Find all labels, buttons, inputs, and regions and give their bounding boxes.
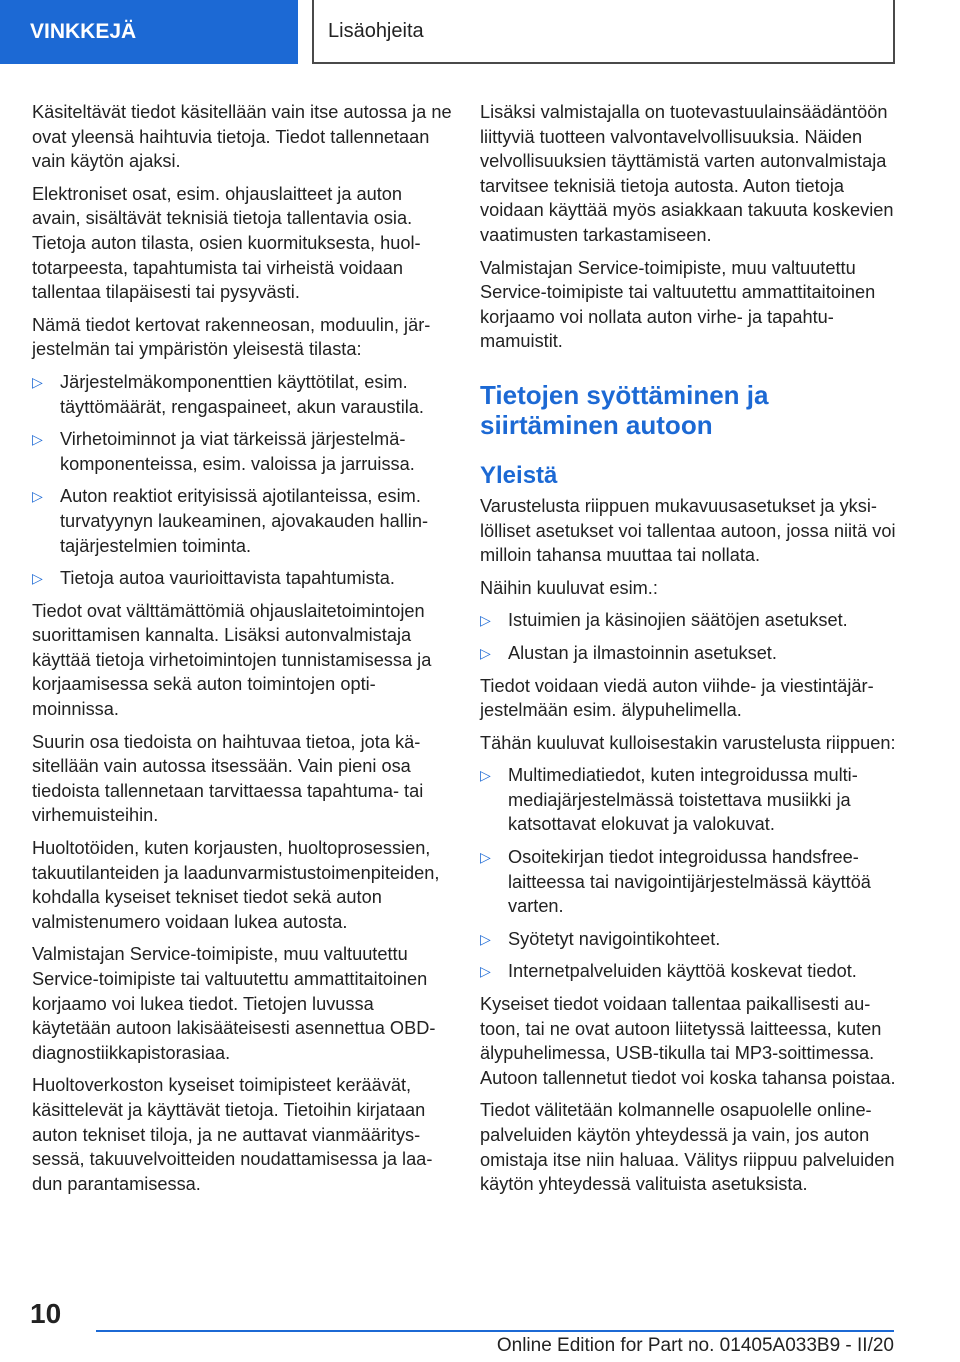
paragraph: Huoltotöiden, kuten korjausten, huoltoprosessien, takuutilanteiden ja laadunvarmistustoimenpiteiden, kohdalla kyseiset tekniset tiedot sekä auton valmistenumero voidaan lukea autosta. xyxy=(32,838,440,932)
list-item: ▷ Tietoja autoa vaurioittavista tapahtumista. xyxy=(32,566,452,591)
paragraph: Varustelusta riippuen mukavuusasetukset ja yksilölliset asetukset voi tallentaa autoon, jossa niitä voi milloin tahansa muuttaa tai nollata. xyxy=(480,495,896,566)
triangle-bullet-icon: ▷ xyxy=(480,644,491,661)
list-item: ▷ Virhetoiminnot ja viat tärkeissä järjestelmäkomponenteissa, esim. valoissa ja jarruissa. xyxy=(32,429,415,474)
chapter-tab xyxy=(0,0,298,64)
triangle-bullet-icon: ▷ xyxy=(32,373,43,390)
paragraph: Kyseiset tiedot voidaan tallentaa paikallisesti autoon, tai ne ovat autoon liitetyssä laitteessa, kuten älypuhelimessa, USB-tikulla tai MP3-soittimessa. Autoon tallennetut tiedot voi koska tahansa poistaa. xyxy=(480,994,896,1088)
list-item: ▷ Järjestelmäkomponenttien käyttötilat, esim. täyttömäärät, rengaspaineet, akun varaustila. xyxy=(32,371,424,417)
triangle-bullet-icon: ▷ xyxy=(480,767,491,784)
footer-divider xyxy=(96,1330,894,1332)
paragraph: Käsiteltävät tiedot käsitellään vain itse autossa ja ne ovat yleensä haihtuvia tietoja. Tiedot tallennetaan vain käytön ajaksi. xyxy=(32,102,452,172)
left-column xyxy=(32,100,452,1204)
paragraph: Näihin kuuluvat esim.: xyxy=(480,577,658,598)
list-item: ▷ Istuimien ja käsinojien säätöjen asetukset. xyxy=(480,608,898,633)
triangle-bullet-icon: ▷ xyxy=(480,849,491,866)
list-item: ▷ Auton reaktiot erityisissä ajotilanteissa, esim. turvatyynyn laukeaminen, ajovakauden hallintajärjestelmien toiminta. xyxy=(32,486,429,556)
paragraph: Valmistajan Service-toimipiste, muu valtuutettu Service-toimipiste tai valtuutettu ammattitaitoinen korjaamo voi nollata auton virhe- ja tapahtumamuistit. xyxy=(480,257,876,352)
paragraph: Nämä tiedot kertovat rakenneosan, moduulin, järjestelmän tai ympäristön yleisestä tilasta: xyxy=(32,314,431,360)
paragraph: Tiedot välitetään kolmannelle osapuolelle online-palveluiden käytön yhteydessä ja vain, jos auton omistaja itse niin haluaa. Välitys riippuu palveluiden käytön yhteydessä valituista asetuksista. xyxy=(480,1100,895,1195)
subsection-heading: Yleistä xyxy=(480,461,558,489)
bullet-list xyxy=(480,763,898,984)
section-heading: Tietojen syöttäminen ja siirtäminen autoon xyxy=(480,379,769,440)
list-item: ▷ Osoitekirjan tiedot integroidussa handsfree-laitteessa tai navigointijärjestelmässä käyttöä varten. xyxy=(480,847,871,917)
paragraph: Huoltoverkoston kyseiset toimipisteet keräävät, käsittelevät ja käyttävät tietoja. Tietoihin kirjataan auton tekniset tiloja, ja ne auttavat vianmäärityssessä, takuuvelvoitteiden noudattamisessa ja laadun parantamisessa. xyxy=(32,1075,433,1194)
chapter-title: VINKKEJÄ xyxy=(30,20,137,43)
triangle-bullet-icon: ▷ xyxy=(480,930,491,947)
triangle-bullet-icon: ▷ xyxy=(32,488,43,505)
triangle-bullet-icon: ▷ xyxy=(480,963,491,980)
triangle-bullet-icon: ▷ xyxy=(480,612,491,629)
right-column xyxy=(480,100,898,1205)
paragraph: Tiedot voidaan viedä auton viihde- ja viestintäjärjestelmään esim. älypuhelimella. xyxy=(480,675,874,721)
section-title: Lisäohjeita xyxy=(328,19,424,42)
paragraph: Elektroniset osat, esim. ohjauslaitteet ja auton avain, sisältävät teknisiä tietoja tallentavia osia. Tietoja auton tilasta, osien kuormituksesta, huoltotarpeesta, tapahtumista tai virheistä voidaan tallentaa tilapäisesti tai pysyvästi. xyxy=(32,183,421,303)
list-item: ▷ Syötetyt navigointikohteet. xyxy=(480,927,898,952)
triangle-bullet-icon: ▷ xyxy=(32,570,43,587)
list-item: ▷ Multimediatiedot, kuten integroidussa multimediajärjestelmässä toistettava musiikki ja katsottavat elokuvat ja valokuvat. xyxy=(480,765,858,835)
paragraph: Lisäksi valmistajalla on tuotevastuulainsäädäntöön liittyviä tuotteen valvontavelvollisuuksia. Näiden velvollisuuksien täyttämistä varten autonvalmistaja tarvitsee teknisiä tietoja autosta. Auton tietoja voidaan käyttää myös asiakkaan takuuta koskevien vaatimusten tarkastamiseen. xyxy=(480,102,894,245)
bullet-list xyxy=(480,608,898,665)
paragraph: Suurin osa tiedoista on haihtuvaa tietoa, jota käsitellään vain autossa itsessään. Vain pieni osa tiedoista tallennetaan tarvittaessa tapahtuma- tai virhemuisteihin. xyxy=(32,731,424,826)
triangle-bullet-icon: ▷ xyxy=(32,431,43,448)
paragraph: Valmistajan Service-toimipiste, muu valtuutettu Service-toimipiste tai valtuutettu ammattitaitoinen korjaamo voi lukea tiedot. Tietojen luvussa käytetään autoon lakisääteisesti asennettua OBD-diagnostiikkapistorasiaa. xyxy=(32,944,436,1063)
section-header xyxy=(312,0,895,64)
list-item: ▷ Internetpalveluiden käyttöä koskevat tiedot. xyxy=(480,959,898,984)
edition-note: Online Edition for Part no. 01405A033B9 - II/20 xyxy=(496,1335,894,1356)
bullet-list xyxy=(32,370,452,591)
paragraph: Tiedot ovat välttämättömiä ohjauslaitetoimintojen suorittamisen kannalta. Lisäksi autonvalmistaja käyttää tietoja virhetoimintojen tunnistamisessa ja korjaamisessa sekä auton toimintojen optimoinnissa. xyxy=(32,600,432,720)
paragraph: Tähän kuuluvat kulloisestakin varustelusta riippuen: xyxy=(480,732,896,753)
list-item: ▷ Alustan ja ilmastoinnin asetukset. xyxy=(480,641,898,666)
page-number: 10 xyxy=(30,1298,62,1329)
